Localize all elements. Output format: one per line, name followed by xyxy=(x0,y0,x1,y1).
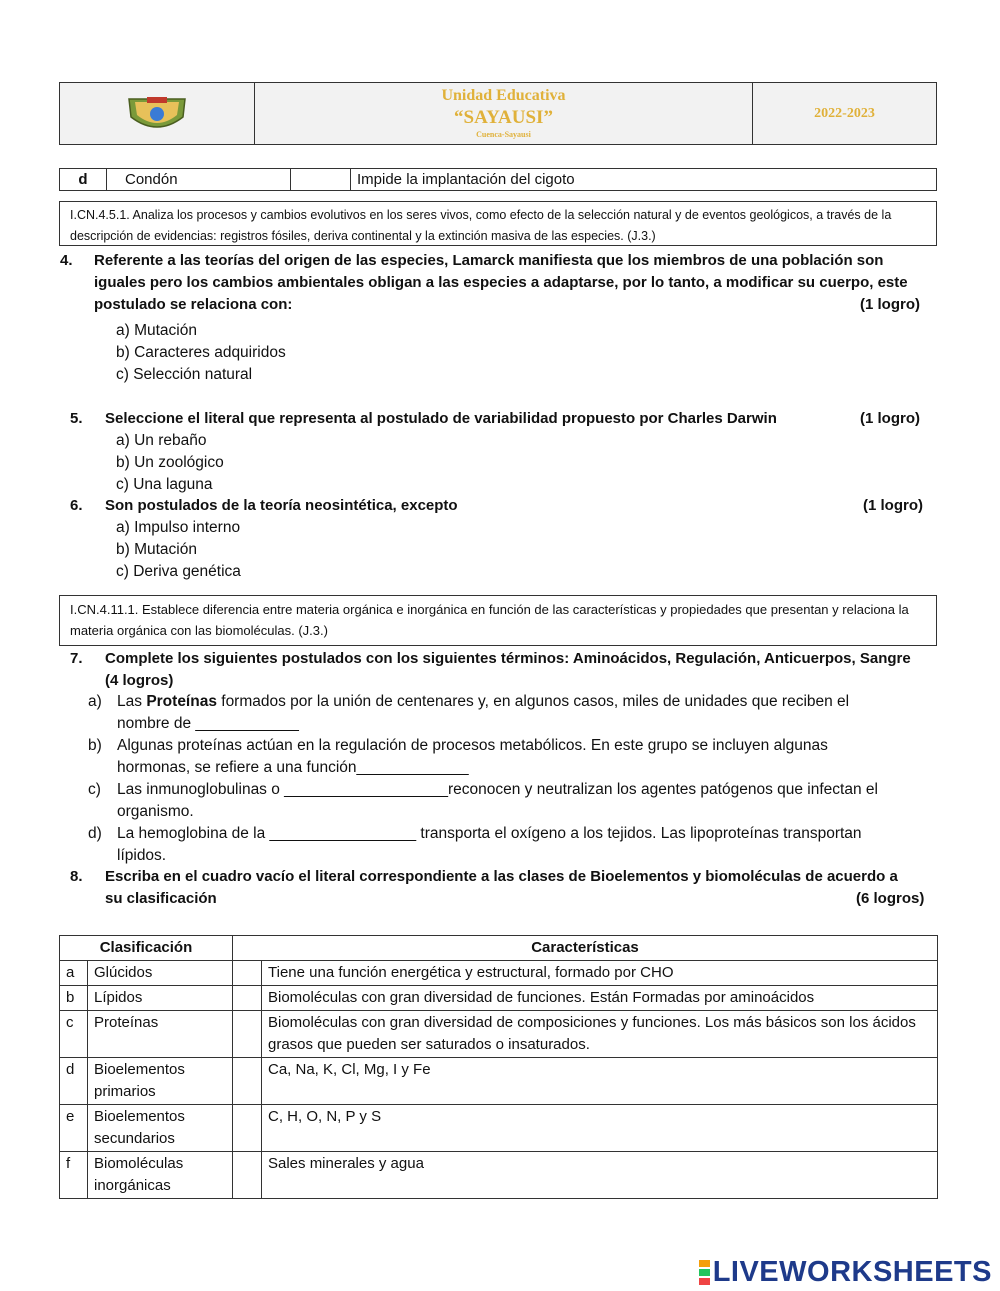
question-number: 5. xyxy=(70,410,83,427)
table-row xyxy=(60,1105,938,1152)
item-text[interactable]: La hemoglobina de la _________________ transporta el oxígeno a los tejidos. Las lipoproteínas transportan xyxy=(117,825,862,842)
item-blank-line[interactable]: nombre de ____________ xyxy=(117,715,299,732)
score-label: (1 logro) xyxy=(860,296,920,313)
option-list xyxy=(116,430,224,496)
fill-in-item-d xyxy=(88,823,928,867)
classification-table xyxy=(59,935,938,1199)
item-text[interactable]: Las inmunoglobulinas o ___________________reconocen y neutralizan los agentes patógenos que infectan el xyxy=(117,781,878,798)
item-text: formados por la unión de centenares y, en algunos casos, miles de unidades que reciben el xyxy=(216,693,850,710)
row-desc: Ca, Na, K, Cl, Mg, I y Fe xyxy=(262,1058,938,1105)
option-list xyxy=(116,517,241,583)
option-item[interactable]: a) Mutación xyxy=(116,322,197,339)
row-name: Proteínas xyxy=(88,1011,233,1058)
question-number: 8. xyxy=(70,868,83,885)
row-letter: e xyxy=(60,1105,88,1152)
answer-cell[interactable] xyxy=(233,1011,262,1058)
school-year: 2022-2023 xyxy=(814,105,875,121)
question-text-line: Complete los siguientes postulados con los siguientes términos: Aminoácidos, Regulación, Anticuerpos, Sangre xyxy=(105,650,911,667)
table-row xyxy=(60,1152,938,1199)
answer-cell[interactable] xyxy=(233,1152,262,1199)
fill-in-list xyxy=(88,691,928,867)
school-header xyxy=(59,82,937,145)
row-description: Impide la implantación del cigoto xyxy=(357,171,575,188)
item-blank-line[interactable]: hormonas, se refiere a una función_____________ xyxy=(117,759,469,776)
brand-squares-icon xyxy=(699,1259,710,1286)
question-7 xyxy=(60,648,938,692)
answer-cell[interactable] xyxy=(233,961,262,986)
row-letter: c xyxy=(60,1011,88,1058)
question-number: 4. xyxy=(60,252,73,269)
question-text: Seleccione el literal que representa al postulado de variabilidad propuesto por Charles Darwin xyxy=(105,410,777,427)
table-row xyxy=(60,986,938,1011)
item-label: c) xyxy=(88,781,101,798)
row-desc: Biomoléculas con gran diversidad de composiciones y funciones. Los más básicos son los ácidos grasos que pueden ser saturados o insaturados. xyxy=(262,1011,938,1058)
option-item[interactable]: c) Una laguna xyxy=(116,476,213,493)
question-8 xyxy=(60,866,938,910)
score-label: (1 logro) xyxy=(863,497,923,514)
option-item[interactable]: c) Deriva genética xyxy=(116,563,241,580)
question-text-line: Referente a las teorías del origen de las especies, Lamarck manifiesta que los miembros de una población son xyxy=(94,252,884,269)
question-text-line: su clasificación xyxy=(105,890,217,907)
school-name: “SAYAUSI” xyxy=(454,107,553,128)
liveworksheets-logo xyxy=(699,1256,992,1289)
item-label: d) xyxy=(88,825,102,842)
score-label: (4 logros) xyxy=(105,672,174,689)
brand-text: LIVEWORKSHEETS xyxy=(712,1256,992,1288)
matching-row-d xyxy=(59,168,937,191)
item-label: b) xyxy=(88,737,102,754)
question-text-line: postulado se relaciona con: xyxy=(94,296,293,313)
answer-box[interactable] xyxy=(291,169,351,190)
header-characteristics: Características xyxy=(233,936,938,961)
question-text-line: Escriba en el cuadro vacío el literal correspondiente a las clases de Bioelementos y biomoléculas de acuerdo a xyxy=(105,868,898,885)
option-list xyxy=(116,320,286,386)
row-desc: C, H, O, N, P y S xyxy=(262,1105,938,1152)
row-letter: b xyxy=(60,986,88,1011)
question-5 xyxy=(60,408,938,430)
item-bold-term: Proteínas xyxy=(146,693,217,710)
table-row xyxy=(60,1058,938,1105)
row-desc: Tiene una función energética y estructural, formado por CHO xyxy=(262,961,938,986)
table-row xyxy=(60,961,938,986)
option-item[interactable]: b) Mutación xyxy=(116,541,197,558)
row-name: Biomoléculas inorgánicas xyxy=(88,1152,233,1199)
question-4 xyxy=(60,250,938,316)
row-letter: f xyxy=(60,1152,88,1199)
question-number: 6. xyxy=(70,497,83,514)
fill-in-item-b xyxy=(88,735,928,779)
criterion-box-2: I.CN.4.11.1. Establece diferencia entre materia orgánica e inorgánica en función de las características y propiedades que presentan y relaciona la materia orgánica con las biomoléculas. (J.3.) xyxy=(59,595,937,646)
fill-in-item-a xyxy=(88,691,928,735)
school-location: Cuenca-Sayausi xyxy=(476,130,531,139)
row-name: Bioelementos secundarios xyxy=(88,1105,233,1152)
header-classification: Clasificación xyxy=(60,936,233,961)
table-row xyxy=(60,1011,938,1058)
item-text: organismo. xyxy=(117,803,194,820)
item-label: a) xyxy=(88,693,102,710)
row-letter: d xyxy=(60,1058,88,1105)
answer-cell[interactable] xyxy=(233,1058,262,1105)
school-crest-icon xyxy=(125,93,189,135)
table-header-row xyxy=(60,936,938,961)
item-text: Algunas proteínas actúan en la regulación de procesos metabólicos. En este grupo se incluyen algunas xyxy=(117,737,828,754)
answer-cell[interactable] xyxy=(233,1105,262,1152)
option-item[interactable]: a) Un rebaño xyxy=(116,432,207,449)
option-item[interactable]: c) Selección natural xyxy=(116,366,253,383)
item-text: Las xyxy=(117,693,147,710)
row-term: Condón xyxy=(107,169,291,190)
option-item[interactable]: a) Impulso interno xyxy=(116,519,241,536)
row-name: Bioelementos primarios xyxy=(88,1058,233,1105)
question-number: 7. xyxy=(70,650,83,667)
row-desc: Sales minerales y agua xyxy=(262,1152,938,1199)
question-text: Son postulados de la teoría neosintética, excepto xyxy=(105,497,458,514)
item-text: lípidos. xyxy=(117,847,167,864)
row-name: Glúcidos xyxy=(88,961,233,986)
school-logo xyxy=(60,83,255,144)
option-item[interactable]: b) Caracteres adquiridos xyxy=(116,344,286,361)
fill-in-item-c xyxy=(88,779,928,823)
row-desc: Biomoléculas con gran diversidad de funciones. Están Formadas por aminoácidos xyxy=(262,986,938,1011)
score-label: (6 logros) xyxy=(856,890,925,907)
criterion-box-1: I.CN.4.5.1. Analiza los procesos y cambios evolutivos en los seres vivos, como efecto de la selección natural y de eventos geológicos, a través de la descripción de evidencias: registros fósiles, deriva continental y la extinción masiva de las especies. (J.3.) xyxy=(59,201,937,246)
answer-cell[interactable] xyxy=(233,986,262,1011)
question-text-line: iguales pero los cambios ambientales obligan a las especies a adaptarse, por lo tanto, a modificar su cuerpo, este xyxy=(94,274,908,291)
score-label: (1 logro) xyxy=(860,410,920,427)
option-item[interactable]: b) Un zoológico xyxy=(116,454,224,471)
row-letter: a xyxy=(60,961,88,986)
question-6 xyxy=(60,495,938,517)
row-name: Lípidos xyxy=(88,986,233,1011)
row-letter: d xyxy=(60,169,107,190)
school-type: Unidad Educativa xyxy=(441,87,566,104)
